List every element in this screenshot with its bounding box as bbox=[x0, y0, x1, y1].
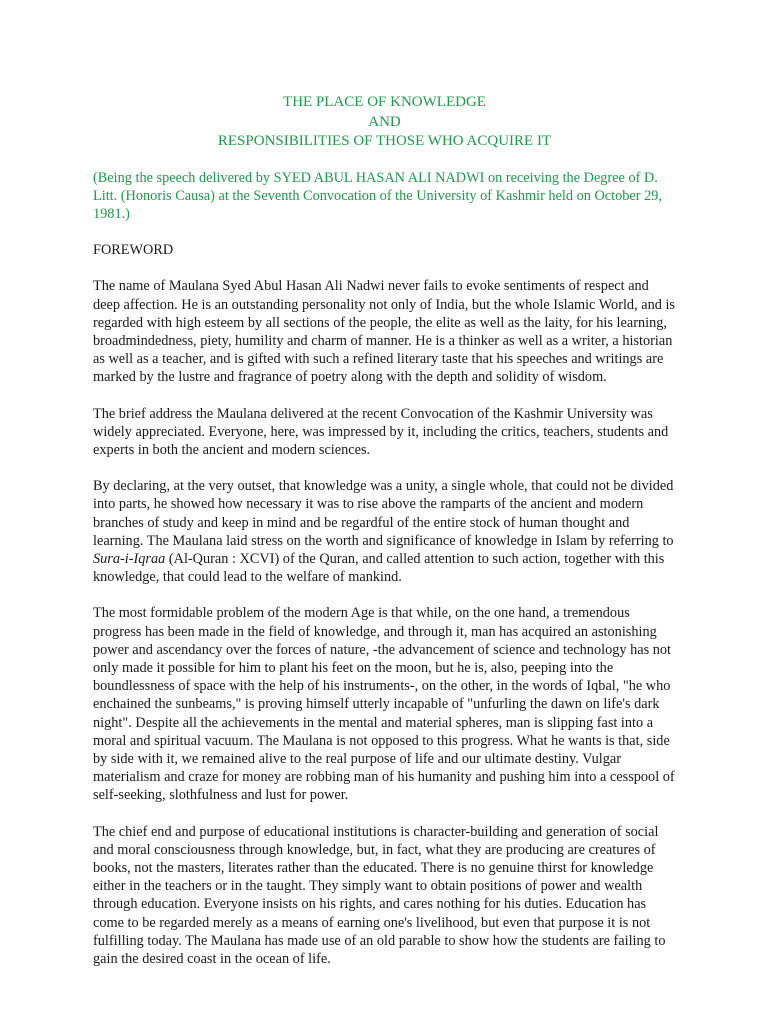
paragraph-1: The name of Maulana Syed Abul Hasan Ali Nadwi never fails to evoke sentiments of respect and deep affection. He is an outstanding personality not only of India, but the whole Islamic World, and is regarded with high esteem by all sections of the people, the elite as well as the laity, for his learning, broadmindedness, piety, humility and charm of manner. He is a thinker as well as a writer, a historian as well as a teacher, and is gifted with such a refined literary taste that his speeches and writings are marked by the lustre and fragrance of poetry along with the depth and solidity of wisdom. bbox=[93, 278, 675, 386]
title-line-3: RESPONSIBILITIES OF THOSE WHO ACQUIRE IT bbox=[217, 133, 552, 149]
paragraph-3-italic-sura: Sura-i-Iqraa bbox=[93, 550, 166, 567]
paragraph-3-text-after: (Al-Quran : XCVI) of the Quran, and called attention to such action, together with this knowledge, that could lead to the welfare of mankind. bbox=[93, 550, 665, 586]
paragraph-4: The most formidable problem of the modern Age is that while, on the one hand, a tremendous progress has been made in the field of knowledge, and through it, man has acquired an astonishing power and ascendancy over the forces of nature, -the advancement of science and technology has not only made it possible for him to plant his feet on the moon, but he is, also, peeping into the boundlessness of space with the help of his instruments-, on the other, in the words of Iqbal, "he who enchained the sunbeams," is proving himself utterly incapable of "unfurling the dawn on life's dark night". Despite all the achievements in the mental and material spheres, man is slipping fast into a moral and spiritual vacuum. The Maulana is not opposed to this progress. What he wants is that, side by side with it, we remained alive to the real purpose of life and our ultimate destiny. Vulgar materialism and craze for money are robbing man of his humanity and pushing him into a cesspool of self-seeking, slothfulness and lust for power. bbox=[93, 605, 675, 804]
intro-note: (Being the speech delivered by SYED ABUL HASAN ALI NADWI on receiving the Degree of D. Litt. (Honoris Causa) at the Seventh Convocation of the University of Kashmir held on October 29, 1981.) bbox=[93, 169, 662, 222]
document-title bbox=[93, 93, 676, 152]
paragraph-3 bbox=[93, 477, 676, 586]
title-line-1: THE PLACE OF KNOWLEDGE bbox=[283, 94, 486, 110]
paragraph-3-text-before: By declaring, at the very outset, that knowledge was a unity, a single whole, that could not be divided into parts, he showed how necessary it was to rise above the ramparts of the ancient and modern branches of study and keep in mind and be regardful of the entire stock of human thought and learning. The Maulana laid stress on the worth and significance of knowledge in Islam by referring to bbox=[93, 478, 674, 549]
paragraph-2: The brief address the Maulana delivered at the recent Convocation of the Kashmir University was widely appreciated. Everyone, here, was impressed by it, including the critics, teachers, students and experts in both the ancient and modern sciences. bbox=[93, 405, 669, 458]
section-heading-foreword: FOREWORD bbox=[93, 242, 174, 259]
title-line-2: AND bbox=[368, 113, 401, 130]
paragraph-5: The chief end and purpose of educational institutions is character-building and generation of social and moral consciousness through knowledge, but, in fact, what they are producing are creatures of books, not the masters, literates rather than the educated. There is no genuine thirst for knowledge either in the teachers or in the taught. They simply want to obtain positions of power and wealth through education. Everyone insists on his rights, and cares nothing for his duties. Education has come to be regarded merely as a means of earning one's livelihood, but even that purpose it is not fulfilling today. The Maulana has made use of an old parable to show how the students are failing to gain the desired coast in the ocean of life. bbox=[93, 823, 666, 968]
